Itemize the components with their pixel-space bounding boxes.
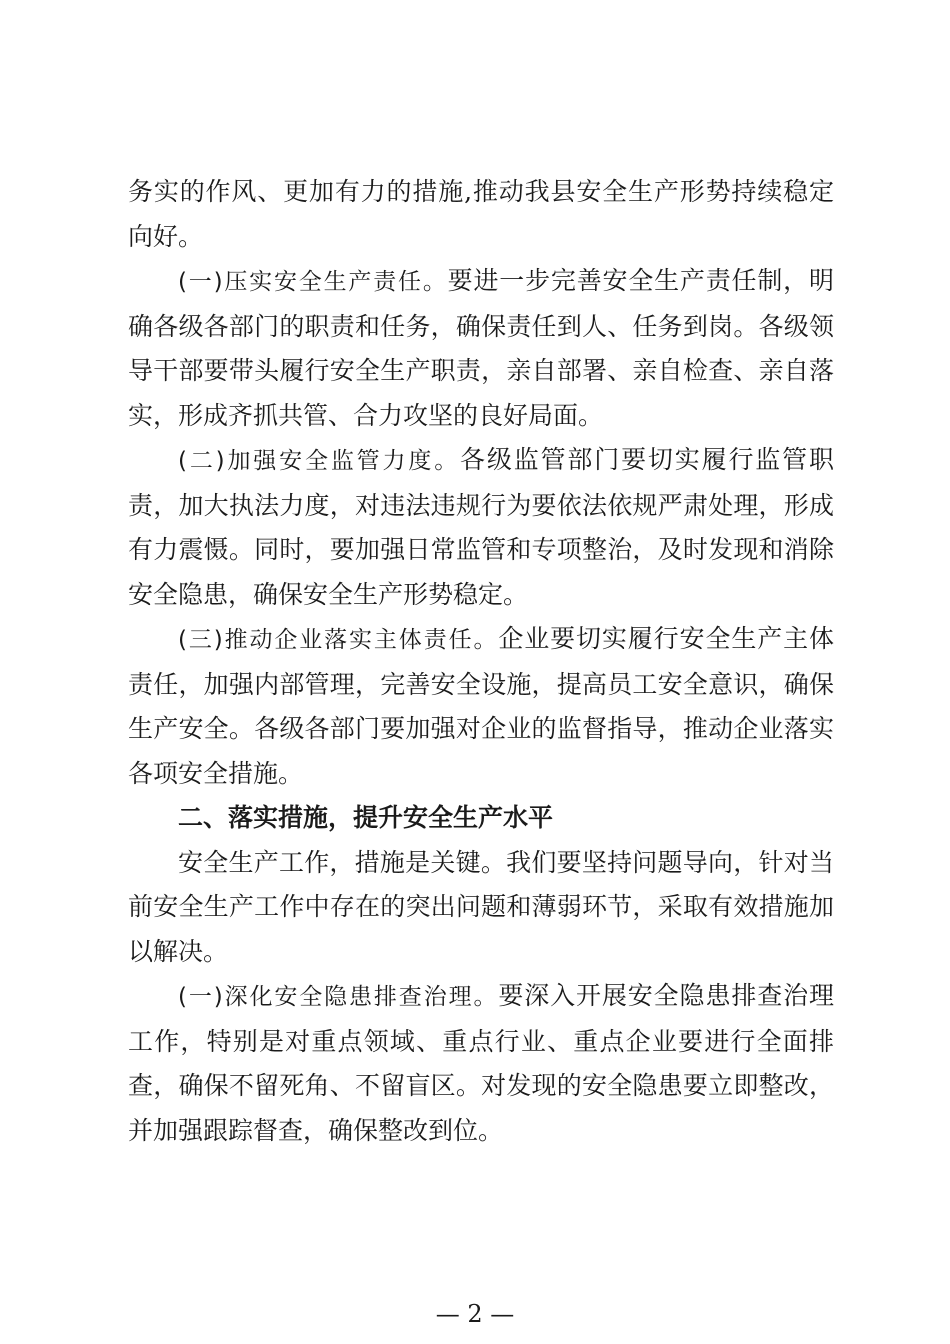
paragraph-item-3 [128, 617, 834, 796]
section-heading: 二、落实措施，提升安全生产水平 [178, 803, 554, 832]
paragraph-item-4 [128, 974, 834, 1153]
subheading-3: (三)推动企业落实主体责任。 [178, 627, 499, 653]
paragraph-body-1: 要进一步完善安全生产责任制，明确各级各部门的职责和任务，确保责任到人、任务到岗。各级领导干部要带头履行安全生产职责，亲自部署、亲自检查、亲自落实，形成齐抓共管、合力攻坚的良好局面。 [128, 266, 834, 430]
paragraph-item-2 [128, 438, 834, 617]
body-text [128, 170, 834, 1153]
subheading-1: (一)压实安全生产责任。 [178, 269, 448, 295]
paragraph-item-1 [128, 259, 834, 438]
paragraph-intro: 安全生产工作，措施是关键。我们要坚持问题导向，针对当前安全生产工作中存在的突出问题和薄弱环节，采取有效措施加以解决。 [128, 847, 834, 966]
paragraph-body-4: 要深入开展安全隐患排查治理工作，特别是对重点领域、重点行业、重点企业要进行全面排查，确保不留死角、不留盲区。对发现的安全隐患要立即整改，并加强跟踪督查，确保整改到位。 [128, 981, 834, 1145]
subheading-4: (一)深化安全隐患排查治理。 [178, 984, 499, 1010]
paragraph-body-2: 各级监管部门要切实履行监管职责，加大执法力度，对违法违规行为要依法依规严肃处理，形成有力震慑。同时，要加强日常监管和专项整治，及时发现和消除安全隐患，确保安全生产形势稳定。 [128, 445, 834, 609]
paragraph-continuation: 务实的作风、更加有力的措施,推动我县安全生产形势持续稳定向好。 [128, 177, 834, 251]
paragraph-body-3: 企业要切实履行安全生产主体责任，加强内部管理，完善安全设施，提高员工安全意识，确保生产安全。各级各部门要加强对企业的监督指导，推动企业落实各项安全措施。 [128, 624, 834, 788]
subheading-2: (二)加强安全监管力度。 [178, 448, 461, 474]
page-number: — 2 — [435, 1300, 515, 1328]
